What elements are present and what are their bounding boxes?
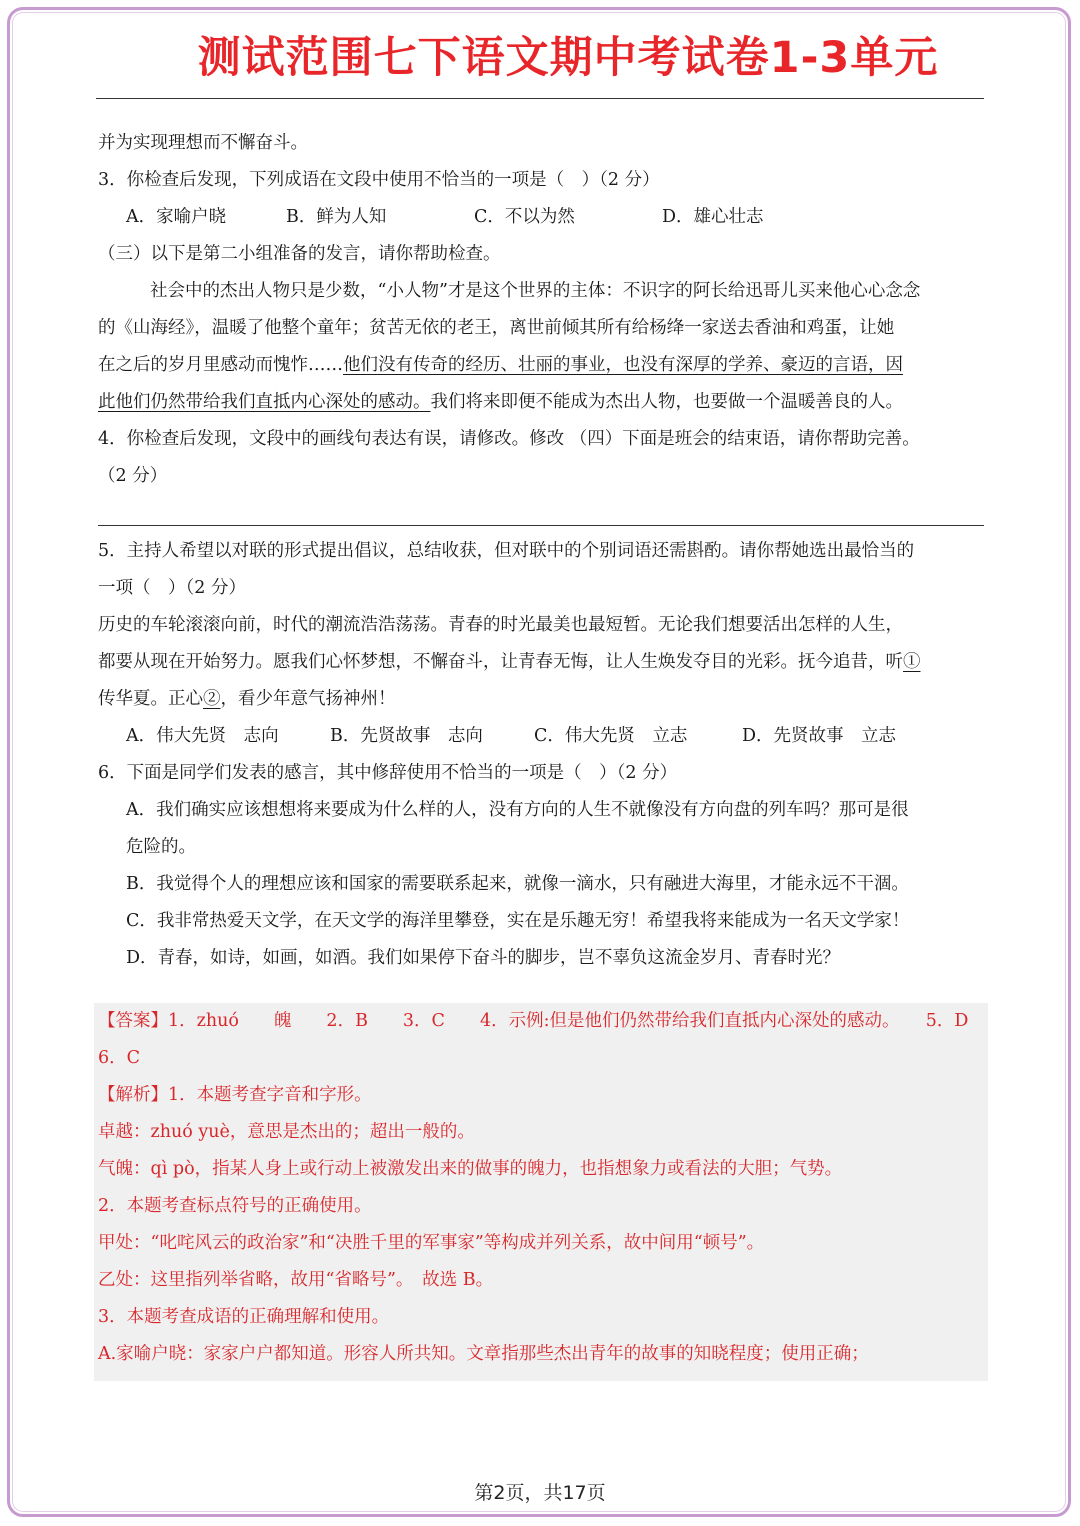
question-5-cont: 一项（ ）（2 分） [98,578,246,598]
q3-option-d: D．雄心壮志 [662,207,764,227]
question-3: 3．你检查后发现，下列成语在文段中使用不恰当的一项是（ ）（2 分） [98,170,660,190]
q3-option-b: B．鲜为人知 [286,207,387,227]
header-divider [96,98,984,99]
page-number: 第2页，共17页 [474,1482,606,1504]
q5-option-a: A．伟大先贤 志向 [126,726,279,746]
q3-option-c: C．不以为然 [474,207,575,227]
analysis-line: 甲处：“叱咤风云的政治家”和“决胜千里的军事家”等构成并列关系，故中间用“顿号”。 [98,1233,765,1253]
passage-text: 传华夏。正心 [98,689,203,709]
section-3-heading: （三）以下是第二小组准备的发言，请你帮助检查。 [98,244,501,264]
analysis-line: 2．本题考查标点符号的正确使用。 [98,1196,372,1216]
passage-line [98,347,984,384]
answer-line: 6．C [98,1048,141,1068]
analysis-line: 卓越：zhuó yuè，意思是杰出的；超出一般的。 [98,1122,475,1142]
answer-line: 【答案】1．zhuó 魄 2．B 3．C 4．示例:但是他们仍然带给我们直抵内心深处的感动。 5．D [98,1011,969,1031]
text-line: 并为实现理想而不懈奋斗。 [98,133,308,153]
analysis-line: A.家喻户晓：家家户户都知道。形容人所共知。文章指那些杰出青年的故事的知晓程度；使用正确； [98,1344,869,1364]
blank-2: ② [203,689,221,709]
question-6: 6．下面是同学们发表的感言，其中修辞使用不恰当的一项是（ ）（2 分） [98,763,678,783]
q5-option-d: D．先贤故事 立志 [742,726,897,746]
passage-line [98,384,984,421]
blank-1: ① [903,652,921,672]
question-4-score: （2 分） [98,466,168,486]
document-body [98,125,984,1381]
q5-options [98,718,984,755]
analysis-line: 乙处：这里指列举省略，故用“省略号”。 故选 B。 [98,1270,494,1290]
q3-options [98,199,984,236]
couplet-passage [98,644,984,681]
q5-option-b: B．先贤故事 志向 [330,726,483,746]
question-4: 4．你检查后发现，文段中的画线句表达有误，请修改。修改 （四）下面是班会的结束语，请你帮助完善。 [98,429,920,449]
passage-line: 社会中的杰出人物只是少数，“小人物”才是这个世界的主体：不识字的阿长给迅哥儿买来他心心念念 [150,281,921,301]
q6-option-b: B．我觉得个人的理想应该和国家的需要联系起来，就像一滴水，只有融进大海里，才能永远不干涸。 [126,874,909,894]
passage-text: 都要从现在开始努力。愿我们心怀梦想，不懈奋斗，让青春无悔，让人生焕发夺目的光彩。抚今追昔，听 [98,652,903,672]
passage-text: ，看少年意气扬神州！ [220,689,396,709]
analysis-line: 【解析】1．本题考查字音和字形。 [98,1085,372,1105]
underlined-sentence: 他们没有传奇的经历、壮丽的事业，也没有深厚的学养、豪迈的言语，因 [343,355,903,375]
underlined-sentence: 此他们仍然带给我们直抵内心深处的感动。 [98,392,431,412]
couplet-passage: 历史的车轮滚滚向前，时代的潮流浩浩荡荡。青春的时光最美也最短暂。无论我们想要活出怎样的人生， [98,615,903,635]
question-5: 5．主持人希望以对联的形式提出倡议，总结收获，但对联中的个别词语还需斟酌。请你帮她选出最恰当的 [98,541,915,561]
passage-text: 我们将来即便不能成为杰出人物，也要做一个温暖善良的人。 [430,392,903,412]
page-title: 测试范围七下语文期中考试卷1-3单元 [197,33,939,83]
q6-option-d: D．青春，如诗，如画，如酒。我们如果停下奋斗的脚步，岂不辜负这流金岁月、青春时光？ [126,948,841,968]
q6-option-a: A．我们确实应该想想将来要成为什么样的人，没有方向的人生不就像没有方向盘的列车吗？那可是很 [126,800,909,820]
analysis-line: 气魄：qì pò，指某人身上或行动上被激发出来的做事的魄力，也指想象力或看法的大胆；气势。 [98,1159,843,1179]
passage-text: 在之后的岁月里感动而愧怍…… [98,355,343,375]
q5-option-c: C．伟大先贤 立志 [534,726,688,746]
couplet-passage [98,681,984,718]
answer-blank-line [98,495,984,526]
analysis-line: 3．本题考查成语的正确理解和使用。 [98,1307,390,1327]
q3-option-a: A．家喻户晓 [126,207,227,227]
answer-section [94,1003,988,1381]
q6-option-c: C．我非常热爱天文学，在天文学的海洋里攀登，实在是乐趣无穷！希望我将来能成为一名天文学家！ [126,911,910,931]
q6-option-a-cont: 危险的。 [126,837,196,857]
passage-line: 的《山海经》，温暖了他整个童年；贫苦无依的老王，离世前倾其所有给杨绛一家送去香油和鸡蛋，让她 [98,318,895,338]
